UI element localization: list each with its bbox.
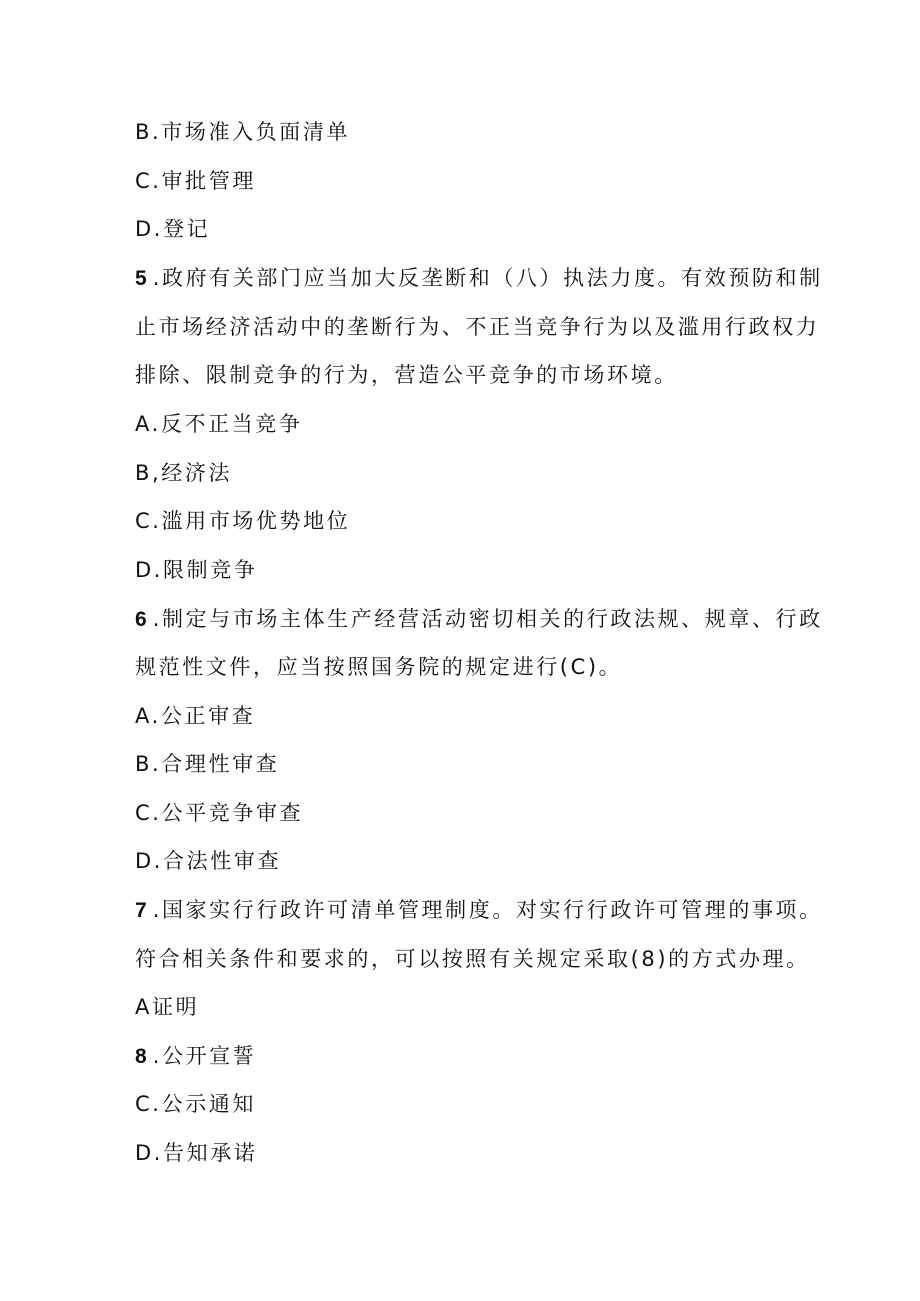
question-text-line: 止市场经济活动中的垄断行为、不正当竞争行为以及滥用行政权力 bbox=[135, 315, 820, 339]
option-line: D.限制竞争 bbox=[135, 558, 258, 582]
option-line: A.反不正当竞争 bbox=[135, 412, 303, 436]
option-line: B.合理性审查 bbox=[135, 752, 280, 776]
option-line: A.公正审查 bbox=[135, 704, 256, 728]
option-line: A证明 bbox=[135, 995, 200, 1019]
option-line: B.市场准入负面清单 bbox=[135, 120, 351, 144]
question-6-line: 6 .制定与市场主体生产经营活动密切相关的行政法规、规章、行政 bbox=[135, 607, 823, 631]
question-8-line: 8 .公开宣誓 bbox=[135, 1044, 257, 1068]
question-number: 5 bbox=[135, 267, 147, 290]
option-line: D.合法性审查 bbox=[135, 849, 282, 873]
option-line: B,经济法 bbox=[135, 461, 233, 485]
question-text-line: 符合相关条件和要求的，可以按照有关规定采取(8)的方式办理。 bbox=[135, 947, 810, 971]
option-line: C.公示通知 bbox=[135, 1092, 256, 1116]
option-line: D.告知承诺 bbox=[135, 1141, 258, 1165]
question-5-line: 5 .政府有关部门应当加大反垄断和（八）执法力度。有效预防和制 bbox=[135, 266, 823, 290]
option-line: C.滥用市场优势地位 bbox=[135, 509, 351, 533]
option-line: D.登记 bbox=[135, 217, 211, 241]
question-number: 7 bbox=[135, 899, 147, 922]
question-text-line: 排除、限制竞争的行为，营造公平竞争的市场环境。 bbox=[135, 363, 678, 387]
question-number: 8 bbox=[135, 1045, 147, 1068]
option-line: C.审批管理 bbox=[135, 169, 256, 193]
option-line: C.公平竞争审查 bbox=[135, 801, 304, 825]
question-text-line: 规范性文件，应当按照国务院的规定进行(C)。 bbox=[135, 655, 623, 679]
question-7-line: 7 .国家实行行政许可清单管理制度。对实行行政许可管理的事项。 bbox=[135, 898, 823, 922]
question-number: 6 bbox=[135, 608, 147, 631]
